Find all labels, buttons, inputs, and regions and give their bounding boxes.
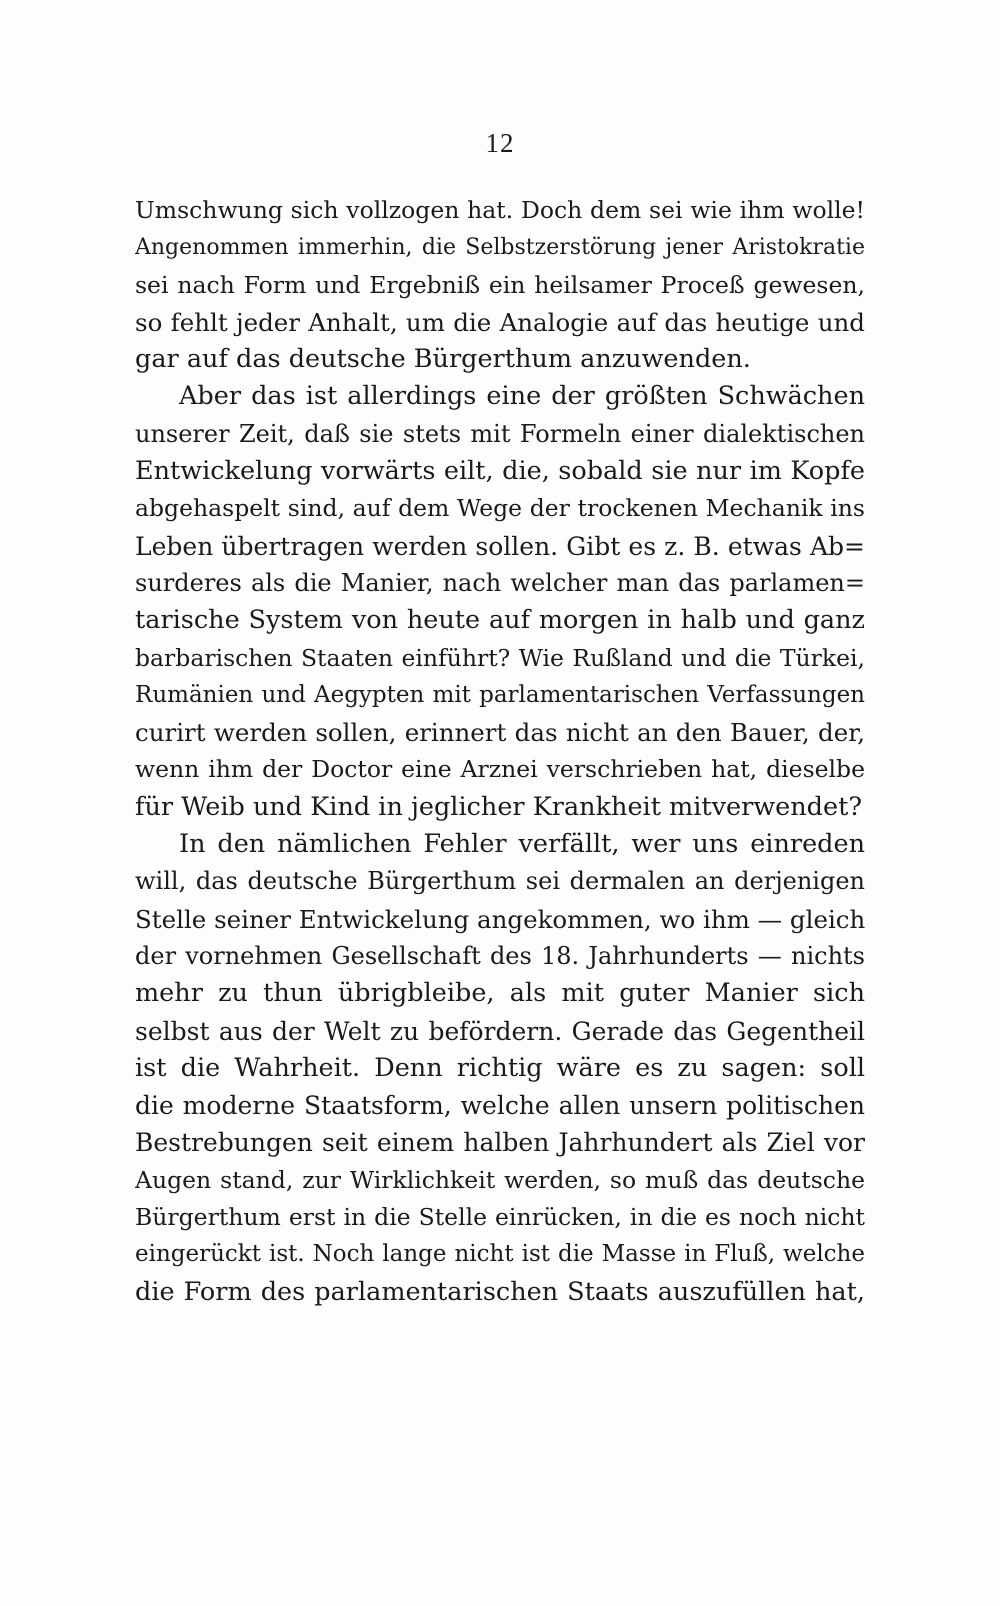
text-line: Leben übertragen werden sollen. Gibt es z. B. etwas Ab=: [135, 531, 865, 561]
text-line: tarische System von heute auf morgen in halb und ganz: [135, 605, 865, 636]
text-line: curirt werden sollen, erinnert das nicht an den Bauer, der,: [135, 718, 865, 748]
page-number: 12: [485, 128, 515, 158]
text-line: ist die Wahrheit. Denn richtig wäre es zu sagen: soll: [135, 1052, 865, 1083]
text-line: Rumänien und Aegypten mit parlamentarischen Verfassungen: [135, 681, 865, 708]
text-line: mehr zu thun übrigbleibe, als mit guter Manier sich: [135, 978, 865, 1009]
text-line: Stelle seiner Entwickelung angekommen, wo ihm — gleich: [135, 904, 865, 934]
text-line: abgehaspelt sind, auf dem Wege der trockenen Mechanik ins: [135, 494, 865, 523]
text-line: unserer Zeit, daß sie stets mit Formeln einer dialektischen: [135, 419, 865, 448]
text-line: selbst aus der Welt zu befördern. Gerade das Gegentheil: [135, 1016, 865, 1046]
text-line: Bürgerthum erst in die Stelle einrücken, in die es noch nicht: [135, 1203, 865, 1232]
text-line: barbarischen Staaten einführt? Wie Rußland und die Türkei,: [135, 643, 865, 672]
text-line: wenn ihm der Doctor eine Arznei verschrieben hat, dieselbe: [135, 755, 865, 784]
text-line: Bestrebungen seit einem halben Jahrhundert als Ziel vor: [135, 1128, 865, 1158]
text-line: gar auf das deutsche Bürgerthum anzuwenden.: [135, 344, 751, 375]
page-text: [135, 192, 865, 1311]
text-line: Umschwung sich vollzogen hat. Doch dem sei wie ihm wolle!: [135, 196, 865, 224]
text-line: für Weib und Kind in jeglicher Krankheit mitverwendet?: [135, 791, 862, 822]
paragraph-start-line: Aber das ist allerdings eine der größten Schwächen: [179, 381, 865, 412]
text-line: Augen stand, zur Wirklichkeit werden, so muß das deutsche: [135, 1165, 865, 1194]
text-line: Entwickelung vorwärts eilt, die, sobald sie nur im Kopfe: [135, 456, 865, 487]
text-line: so fehlt jeder Anhalt, um die Analogie auf das heutige und: [135, 307, 865, 337]
text-line: Angenommen immerhin, die Selbstzerstörung jener Aristokratie: [135, 235, 865, 261]
text-line: sei nach Form und Ergebniß ein heilsamer Proceß gewesen,: [135, 270, 865, 299]
paragraph-start-line: In den nämlichen Fehler verfällt, wer uns einreden: [179, 829, 865, 860]
text-line: eingerückt ist. Noch lange nicht ist die Masse in Fluß, welche: [135, 1241, 865, 1268]
text-line: will, das deutsche Bürgerthum sei dermalen an derjenigen: [135, 867, 865, 896]
text-line: der vornehmen Gesellschaft des 18. Jahrhunderts — nichts: [135, 941, 865, 970]
text-line: die moderne Staatsform, welche allen unsern politischen: [135, 1091, 865, 1121]
text-line: die Form des parlamentarischen Staats auszufüllen hat,: [135, 1276, 865, 1307]
text-line: surderes als die Manier, nach welcher man das parlamen=: [135, 568, 865, 597]
